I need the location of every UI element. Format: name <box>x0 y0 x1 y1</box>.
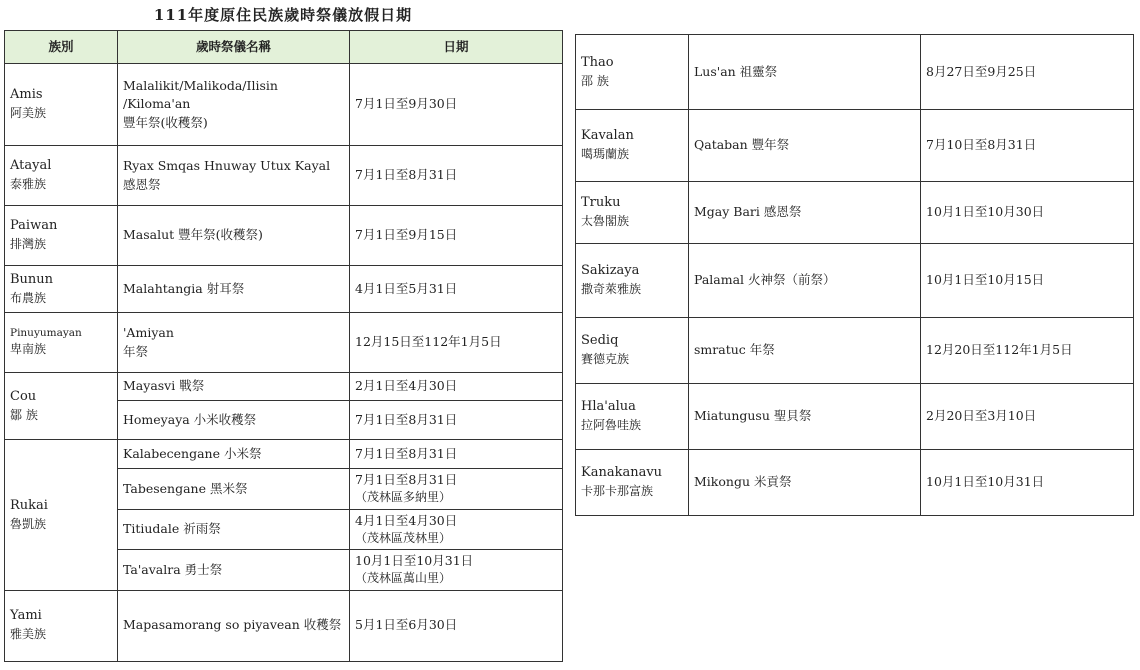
date-cell: 10月1日至10月30日 <box>921 182 1134 244</box>
table-row <box>576 110 1134 182</box>
tribe-name-en: Thao <box>581 54 614 70</box>
table-row <box>576 35 1134 110</box>
date-location: （茂林區茂林里） <box>355 530 452 545</box>
date-location: （茂林區萬山里） <box>355 571 452 586</box>
tribe-name-en: Amis <box>10 87 43 103</box>
table-row <box>5 313 563 373</box>
date-cell: 7月1日至8月31日 <box>350 440 563 469</box>
tribe-name-zh: 魯凱族 <box>10 516 47 531</box>
ceremony-cell: Masalut 豐年祭(收穫祭) <box>118 206 350 266</box>
tribe-cell <box>576 384 689 450</box>
table-row <box>5 590 563 661</box>
date-cell: 5月1日至6月30日 <box>350 590 563 661</box>
date-cell: 12月15日至112年1月5日 <box>350 313 563 373</box>
table-row <box>5 266 563 313</box>
table-row <box>5 206 563 266</box>
tribe-name-en: Yami <box>10 608 42 624</box>
header-date: 日期 <box>350 31 563 64</box>
tribe-name-en: Kanakanavu <box>581 465 663 481</box>
date-location: （茂林區多納里） <box>355 490 452 505</box>
tribe-name-en: Bunun <box>10 271 54 287</box>
tribe-cell <box>5 313 118 373</box>
date-cell: 4月1日至5月31日 <box>350 266 563 313</box>
header-tribe: 族別 <box>5 31 118 64</box>
ceremony-cell: Malahtangia 射耳祭 <box>118 266 350 313</box>
table-header-row <box>5 31 563 64</box>
ceremony-cell: Homeyaya 小米收穫祭 <box>118 401 350 440</box>
tribe-cell <box>5 146 118 206</box>
ceremony-cell <box>118 313 350 373</box>
tribe-name-zh: 雅美族 <box>10 627 47 642</box>
ceremony-cell: Tabesengane 黑米祭 <box>118 469 350 510</box>
ceremony-name: /Kiloma'an <box>123 96 191 112</box>
tribe-name-en: Sakizaya <box>581 263 640 279</box>
tribe-name-zh: 排灣族 <box>10 237 47 252</box>
header-ceremony: 歲時祭儀名稱 <box>118 31 350 64</box>
table-row <box>5 64 563 146</box>
table-row <box>576 450 1134 516</box>
tribe-name-en: Paiwan <box>10 218 58 234</box>
tribe-name-en: Hla'alua <box>581 399 636 415</box>
date-cell: 12月20日至112年1月5日 <box>921 318 1134 384</box>
ceremony-cell: Titiudale 祈雨祭 <box>118 509 350 550</box>
date-text: 4月1日至4月30日 <box>355 512 458 528</box>
tribe-name-zh: 卡那卡那富族 <box>581 484 654 499</box>
ceremony-name: 年祭 <box>123 343 149 359</box>
ceremony-cell: Miatungusu 聖貝祭 <box>689 384 921 450</box>
date-cell: 10月1日至10月15日 <box>921 244 1134 318</box>
ceremony-cell: Ta'avalra 勇士祭 <box>118 550 350 591</box>
date-cell: 10月1日至10月31日 <box>921 450 1134 516</box>
ceremony-name: Malalikit/Malikoda/Ilisin <box>123 78 278 94</box>
tribe-cell <box>576 110 689 182</box>
ceremony-name: 'Amiyan <box>123 325 174 341</box>
holiday-table-right <box>575 34 1134 516</box>
tribe-name-en: Sediq <box>581 333 619 349</box>
date-cell <box>350 509 563 550</box>
date-cell: 2月20日至3月10日 <box>921 384 1134 450</box>
table-row <box>576 318 1134 384</box>
ceremony-name: 豐年祭(收穫祭) <box>123 114 208 130</box>
date-text: 7月1日至8月31日 <box>355 472 458 487</box>
table-row <box>5 440 563 469</box>
date-cell: 8月27日至9月25日 <box>921 35 1134 110</box>
ceremony-cell <box>118 64 350 146</box>
page-title: 111年度原住民族歲時祭儀放假日期 <box>153 6 413 24</box>
tribe-name-zh: 邵 族 <box>581 73 609 88</box>
tribe-cell <box>5 64 118 146</box>
date-cell <box>350 469 563 510</box>
tribe-name-zh: 卑南族 <box>10 342 47 357</box>
table-row <box>5 146 563 206</box>
tribe-name-zh: 太魯閣族 <box>581 214 630 229</box>
tribe-name-zh: 撒奇萊雅族 <box>581 282 642 297</box>
tribe-cell <box>576 35 689 110</box>
tribe-cell <box>576 318 689 384</box>
table-row <box>576 182 1134 244</box>
tribe-name-zh: 泰雅族 <box>10 177 47 192</box>
date-cell: 7月10日至8月31日 <box>921 110 1134 182</box>
date-cell: 7月1日至9月15日 <box>350 206 563 266</box>
tribe-name-en: Rukai <box>10 497 48 513</box>
tribe-cell <box>5 266 118 313</box>
date-cell: 7月1日至9月30日 <box>350 64 563 146</box>
tribe-name-zh: 布農族 <box>10 290 47 305</box>
tribe-name-en: Atayal <box>10 158 52 174</box>
tribe-name-en: Cou <box>10 388 37 404</box>
ceremony-name: Ryax Smqas Hnuway Utux Kayal <box>123 158 331 174</box>
ceremony-cell: Mikongu 米貢祭 <box>689 450 921 516</box>
tribe-cell <box>576 182 689 244</box>
ceremony-cell: Qataban 豐年祭 <box>689 110 921 182</box>
tribe-cell <box>576 450 689 516</box>
ceremony-cell: Mgay Bari 感恩祭 <box>689 182 921 244</box>
date-cell <box>350 550 563 591</box>
tribe-cell <box>576 244 689 318</box>
tribe-name-en: Pinuyumayan <box>10 327 82 340</box>
tribe-cell <box>5 440 118 591</box>
tribe-name-zh: 噶瑪蘭族 <box>581 147 630 162</box>
date-cell: 2月1日至4月30日 <box>350 373 563 401</box>
tribe-name-zh: 賽德克族 <box>581 352 630 367</box>
ceremony-cell: Mapasamorang so piyavean 收穫祭 <box>118 590 350 661</box>
ceremony-cell: smratuc 年祭 <box>689 318 921 384</box>
date-text: 10月1日至10月31日 <box>355 553 474 569</box>
ceremony-cell: Palamal 火神祭（前祭） <box>689 244 921 318</box>
date-cell: 7月1日至8月31日 <box>350 146 563 206</box>
tribe-cell <box>5 206 118 266</box>
ceremony-cell: Lus'an 祖靈祭 <box>689 35 921 110</box>
tribe-cell <box>5 373 118 440</box>
tribe-name-en: Kavalan <box>581 128 634 144</box>
tribe-name-zh: 鄒 族 <box>10 407 38 422</box>
tribe-name-en: Truku <box>581 195 621 211</box>
ceremony-cell: Mayasvi 戰祭 <box>118 373 350 401</box>
tribe-name-zh: 拉阿魯哇族 <box>581 418 642 433</box>
date-cell: 7月1日至8月31日 <box>350 401 563 440</box>
table-row <box>576 384 1134 450</box>
ceremony-name: 感恩祭 <box>123 176 161 192</box>
ceremony-cell: Kalabecengane 小米祭 <box>118 440 350 469</box>
table-row <box>576 244 1134 318</box>
tribe-cell <box>5 590 118 661</box>
tribe-name-zh: 阿美族 <box>10 106 47 121</box>
table-row <box>5 373 563 401</box>
ceremony-cell <box>118 146 350 206</box>
holiday-table-left <box>4 30 563 662</box>
